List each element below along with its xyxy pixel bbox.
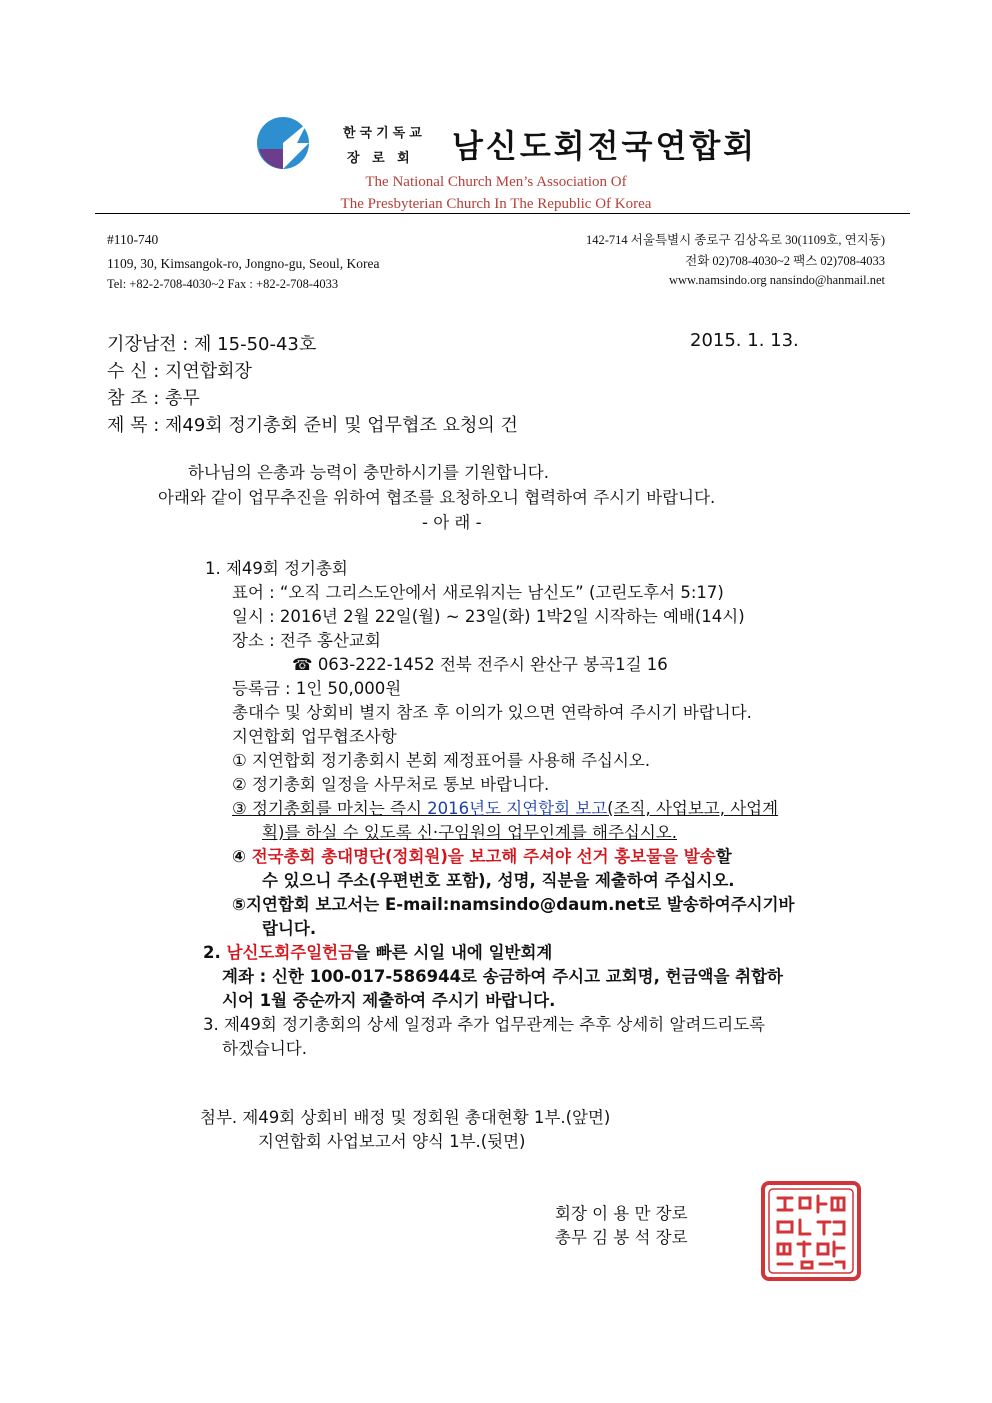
phone-icon: ☎ — [292, 655, 313, 674]
coop-item-5-line1: ⑤지연합회 보고서는 E-mail:namsindo@daum.net로 발송하여주시기바 — [232, 895, 795, 914]
header-divider — [95, 213, 910, 214]
item3-line2: 하겠습니다. — [222, 1039, 307, 1058]
address-right-line3: www.namsindo.org nansindo@hanmail.net — [669, 273, 885, 287]
org-small-line2: 장 로 회 — [347, 151, 414, 166]
item2-highlight: 남신도회주일헌금 — [226, 943, 355, 962]
item2-number: 2. — [203, 943, 227, 962]
address-left-line3: Tel: +82-2-708-4030~2 Fax : +82-2-708-4033 — [107, 277, 339, 291]
doc-number: 기장남전 : 제 15-50-43호 — [107, 334, 317, 355]
coop-item-4-number: ④ — [232, 847, 252, 866]
coop-item-3-line2: 획)를 하실 수 있도록 신·구임원의 업무인계를 해주십시오. — [262, 823, 677, 842]
address-left-line1: #110-740 — [107, 232, 159, 247]
item1-note: 총대수 및 상회비 별지 참조 후 이의가 있으면 연락하여 주시기 바랍니다. — [232, 703, 752, 722]
address-right-line2: 전화 02)708-4030~2 팩스 02)708-4033 — [685, 254, 885, 268]
recipient-line: 수 신 : 지연합회장 — [107, 361, 252, 382]
english-name-line2: The Presbyterian Church In The Republic Of Korea — [340, 196, 652, 212]
coop-item-5-line2: 랍니다. — [262, 919, 317, 938]
subject-line: 제 목 : 제49회 정기총회 준비 및 업무협조 요청의 건 — [107, 415, 518, 436]
coop-item-1: ① 지연합회 정기총회시 본회 제정표어를 사용해 주십시오. — [232, 751, 651, 770]
attachment-line1: 첨부. 제49회 상회비 배정 및 정회원 총대현황 1부.(앞면) — [200, 1108, 611, 1127]
item1-datetime: 일시 : 2016년 2월 22일(월) ~ 23일(화) 1박2일 시작하는 예배(14시) — [232, 607, 745, 626]
coop-item-4-text: 할 — [715, 847, 732, 866]
item1-fee: 등록금 : 1인 50,000원 — [232, 679, 402, 698]
item1-title: 1. 제49회 정기총회 — [205, 559, 348, 578]
item1-place: 장소 : 전주 홍산교회 — [232, 631, 381, 650]
address-right-line1: 142-714 서울특별시 종로구 김상옥로 30(1109호, 연지동) — [586, 233, 885, 247]
coop-item-4-highlight: 전국총회 총대명단(정회원)을 보고해 주셔야 선거 홍보물을 발송 — [251, 847, 716, 866]
org-small-line1: 한국기독교 — [343, 126, 426, 141]
item2-line2: 계좌 : 신한 100-017-586944로 송금하여 주시고 교회명, 헌금액을 취합하 — [222, 967, 783, 986]
coop-item-3-text-a: ③ 정기총회를 마치는 즉시 — [232, 799, 428, 818]
address-left-line2: 1109, 30, Kimsangok-ro, Jongno-gu, Seoul, Korea — [107, 256, 380, 271]
coop-item-3-text-b: (조직, 사업보고, 사업계 — [607, 799, 779, 818]
coop-item-2: ② 정기총회 일정을 사무처로 통보 바랍니다. — [232, 775, 550, 794]
doc-date: 2015. 1. 13. — [690, 330, 799, 351]
item2-line3: 시어 1월 중순까지 제출하여 주시기 바랍니다. — [222, 991, 556, 1010]
item1-phone-line — [292, 651, 668, 675]
item2-line1 — [203, 939, 552, 963]
coop-item-4-line1 — [232, 843, 732, 867]
item1-phone: 063-222-1452 전북 전주시 완산구 봉곡1길 16 — [317, 655, 668, 674]
item2-text: 을 빠른 시일 내에 일반회계 — [354, 943, 553, 962]
greeting-line1: 하나님의 은총과 능력이 충만하시기를 기원합니다. — [188, 463, 549, 482]
item3-line1: 3. 제49회 정기총회의 상세 일정과 추가 업무관계는 추후 상세히 알려드리도록 — [203, 1015, 766, 1034]
signature-president: 회장 이 용 만 장로 — [555, 1204, 688, 1223]
coop-item-4-line2: 수 있으니 주소(우편번호 포함), 성명, 직분을 제출하여 주십시오. — [262, 871, 735, 890]
english-name-line1: The National Church Men’s Association Of — [365, 174, 627, 190]
greeting-line2: 아래와 같이 업무추진을 위하여 협조를 요청하오니 협력하여 주시기 바랍니다. — [158, 488, 716, 507]
signature-secretary: 총무 김 봉 석 장로 — [555, 1228, 688, 1247]
item1-motto: 표어 : “오직 그리스도안에서 새로워지는 남신도” (고린도후서 5:17) — [232, 583, 724, 602]
reference-line: 참 조 : 총무 — [107, 388, 200, 409]
official-seal-stamp-icon — [760, 1180, 862, 1282]
org-name: 남신도회전국연합회 — [452, 127, 758, 165]
item1-coop-title: 지연합회 업무협조사항 — [232, 727, 397, 746]
organization-logo-icon — [255, 115, 311, 171]
greeting-line3: - 아 래 - — [422, 513, 482, 532]
attachment-line2: 지연합회 사업보고서 양식 1부.(뒷면) — [258, 1132, 526, 1151]
coop-item-3-highlight: 2016년도 지연합회 보고 — [427, 799, 608, 818]
coop-item-3-line1 — [232, 795, 778, 819]
